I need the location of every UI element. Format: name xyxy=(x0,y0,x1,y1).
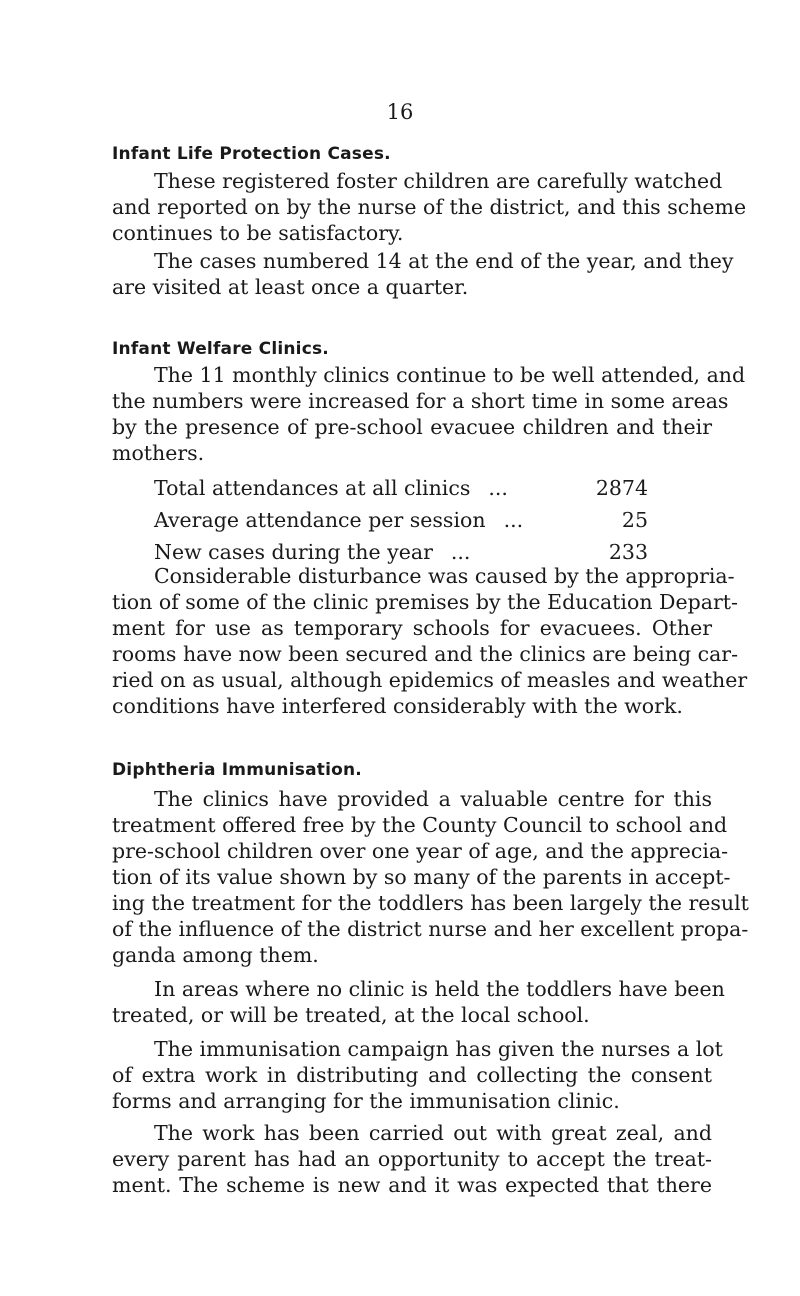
paragraph xyxy=(112,1036,723,1114)
text-line: treatment offered free by the County Council to school and xyxy=(112,813,728,837)
paragraph xyxy=(112,248,734,300)
text-line: The cases numbered 14 at the end of the year, and they xyxy=(154,249,734,273)
stat-row xyxy=(154,504,648,536)
text-line: mothers. xyxy=(112,441,205,465)
text-line: tion of some of the clinic premises by the Education Depart- xyxy=(112,590,738,614)
text-line: rooms have now been secured and the clinics are being car- xyxy=(112,642,739,666)
text-line: In areas where no clinic is held the toddlers have been xyxy=(154,977,725,1001)
clinic-statistics xyxy=(154,472,648,568)
stat-label: Total attendances at all clinics xyxy=(154,476,471,500)
page-number: 16 xyxy=(386,100,414,124)
section-heading-diphtheria-immunisation: Diphtheria Immunisation. xyxy=(112,760,362,780)
paragraph xyxy=(112,563,748,719)
text-line: the numbers were increased for a short time in some areas xyxy=(112,389,729,413)
paragraph xyxy=(112,362,746,466)
text-line: Considerable disturbance was caused by the appropria- xyxy=(154,564,735,588)
stat-leader: ... xyxy=(488,476,508,500)
paragraph xyxy=(112,786,749,968)
text-line: treated, or will be treated, at the local school. xyxy=(112,1003,590,1027)
paragraph xyxy=(112,976,725,1028)
stat-value: 233 xyxy=(608,540,648,564)
text-line: forms and arranging for the immunisation clinic. xyxy=(112,1089,620,1113)
text-line: The clinics have provided a valuable centre for this xyxy=(154,787,712,811)
text-line: ment for use as temporary schools for evacuees. Other xyxy=(112,616,712,640)
text-line: by the presence of pre-school evacuee children and their xyxy=(112,415,712,439)
text-line: These registered foster children are carefully watched xyxy=(154,169,723,193)
text-line: continues to be satisfactory. xyxy=(112,221,404,245)
stat-value: 25 xyxy=(621,508,648,532)
stat-value: 2874 xyxy=(595,476,648,500)
section-heading-infant-welfare-clinics: Infant Welfare Clinics. xyxy=(112,339,329,359)
stat-label: Average attendance per session xyxy=(154,508,486,532)
stat-label: New cases during the year xyxy=(154,540,433,564)
text-line: are visited at least once a quarter. xyxy=(112,275,469,299)
text-line: conditions have interfered considerably with the work. xyxy=(112,694,683,718)
text-line: The 11 monthly clinics continue to be well attended, and xyxy=(154,363,746,387)
text-line: tion of its value shown by so many of the parents in accept- xyxy=(112,865,731,889)
text-line: of the influence of the district nurse and her excellent propa- xyxy=(112,917,749,941)
stat-leader: ... xyxy=(450,540,471,564)
paragraph xyxy=(112,1120,712,1198)
stat-row xyxy=(154,472,648,504)
text-line: ing the treatment for the toddlers has been largely the result xyxy=(112,891,749,915)
text-line: pre-school children over one year of age, and the apprecia- xyxy=(112,839,729,863)
section-heading-infant-life-protection: Infant Life Protection Cases. xyxy=(112,144,391,164)
text-line: The work has been carried out with great zeal, and xyxy=(154,1121,712,1145)
text-line: ried on as usual, although epidemics of measles and weather xyxy=(112,668,748,692)
text-line: every parent has had an opportunity to accept the treat- xyxy=(112,1147,712,1171)
text-line: ment. The scheme is new and it was expected that there xyxy=(112,1173,712,1197)
text-line: of extra work in distributing and collecting the consent xyxy=(112,1063,712,1087)
text-line: and reported on by the nurse of the district, and this scheme xyxy=(112,195,747,219)
text-line: The immunisation campaign has given the nurses a lot xyxy=(154,1037,723,1061)
stat-leader: ... xyxy=(503,508,524,532)
paragraph xyxy=(112,168,747,246)
text-line: ganda among them. xyxy=(112,943,319,967)
